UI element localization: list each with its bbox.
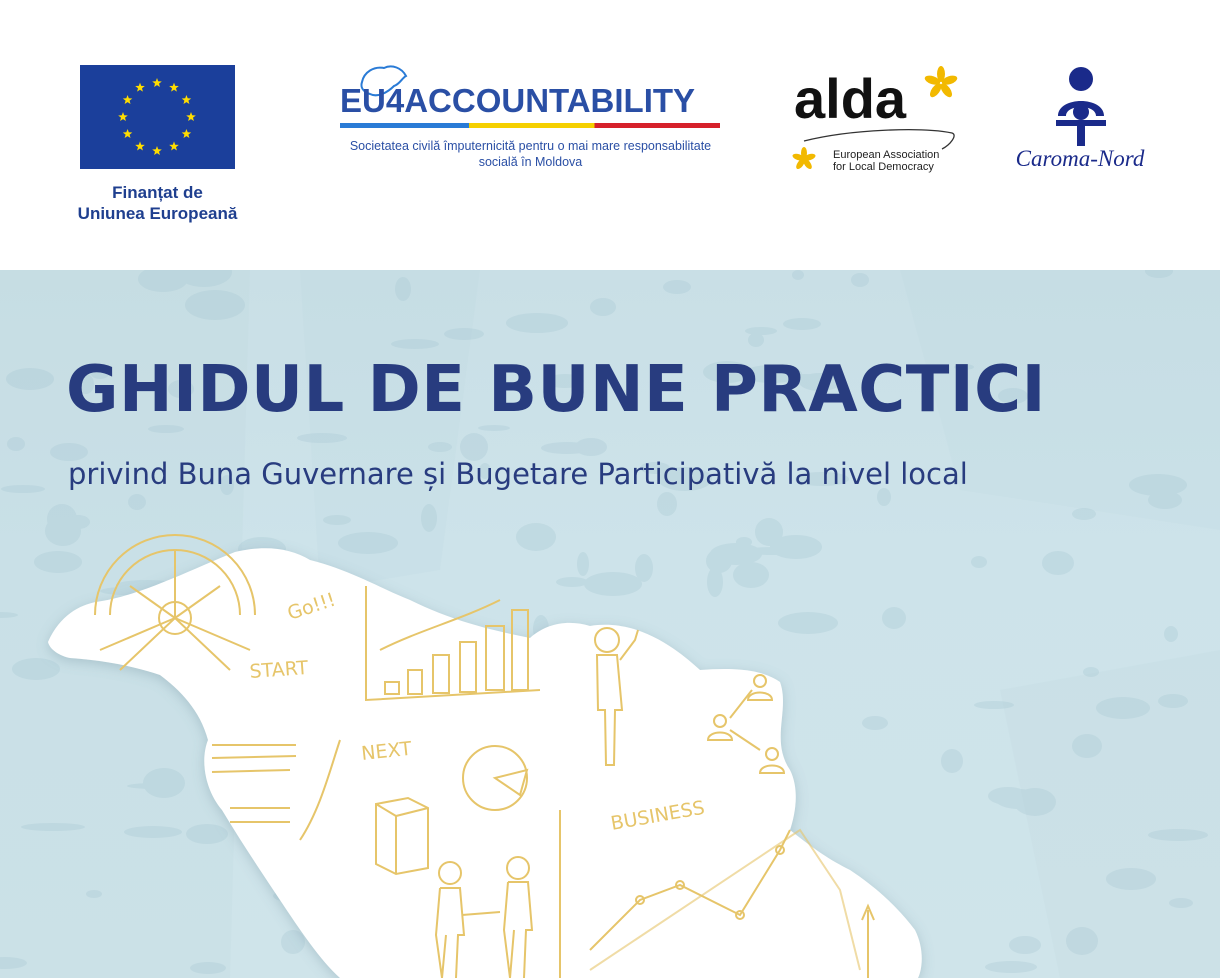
eu4-tricolor-stripe bbox=[340, 123, 720, 128]
caroma-nord-logo bbox=[1000, 66, 1160, 176]
eu-star-icon bbox=[123, 129, 133, 138]
sketch-word-business: BUSINESS bbox=[609, 796, 707, 835]
alda-subtitle bbox=[833, 149, 939, 173]
eu-star-icon bbox=[182, 95, 192, 104]
alda-sub-line1: European Association bbox=[833, 149, 940, 161]
eu4-title: EU4ACCOUNTABILITY bbox=[340, 82, 696, 119]
sketch-word-start: START bbox=[248, 656, 309, 683]
family-figure-icon bbox=[1050, 66, 1110, 148]
eu-flag-logo bbox=[80, 65, 235, 169]
eu-star-icon bbox=[152, 146, 162, 155]
alda-sub-line2: for Local Democracy bbox=[833, 161, 934, 173]
logo-header bbox=[0, 0, 1220, 270]
eu-star-icon bbox=[118, 112, 128, 121]
eu-caption-line1: Finanțat de bbox=[112, 183, 203, 202]
sketch-word-go: Go!!! bbox=[284, 588, 339, 625]
cover-background bbox=[0, 270, 1220, 978]
eu4-subtitle-line2: socială în Moldova bbox=[478, 155, 583, 169]
sketch-word-next: NEXT bbox=[360, 737, 413, 765]
caroma-nord-name: Caroma-Nord bbox=[1015, 146, 1145, 171]
alda-logo bbox=[792, 64, 962, 179]
eu-star-icon bbox=[135, 141, 145, 150]
eu-star-icon bbox=[186, 112, 196, 121]
eu-star-icon bbox=[135, 83, 145, 92]
eu4accountability-logo bbox=[338, 62, 723, 182]
eu4-subtitle-line1: Societatea civilă împuternicită pentru o mai mare responsabilitate bbox=[349, 139, 712, 153]
eu-star-icon bbox=[182, 129, 192, 138]
eu-star-icon bbox=[152, 78, 162, 87]
eu-stars-icon bbox=[80, 65, 235, 169]
eu4-subtitle bbox=[338, 138, 723, 170]
eu-star-icon bbox=[169, 141, 179, 150]
alda-asterisk-icon bbox=[924, 66, 958, 100]
eu-funding-caption bbox=[55, 182, 260, 224]
alda-wordmark: alda bbox=[794, 67, 907, 130]
page-title: GHIDUL DE BUNE PRACTICI bbox=[66, 353, 1046, 427]
eu-star-icon bbox=[123, 95, 133, 104]
eu-caption-line2: Uniunea Europeană bbox=[77, 204, 238, 223]
moldova-map-illustration bbox=[0, 270, 1220, 978]
eu-star-icon bbox=[169, 83, 179, 92]
page-subtitle: privind Buna Guvernare și Bugetare Participativă la nivel local bbox=[68, 457, 968, 491]
